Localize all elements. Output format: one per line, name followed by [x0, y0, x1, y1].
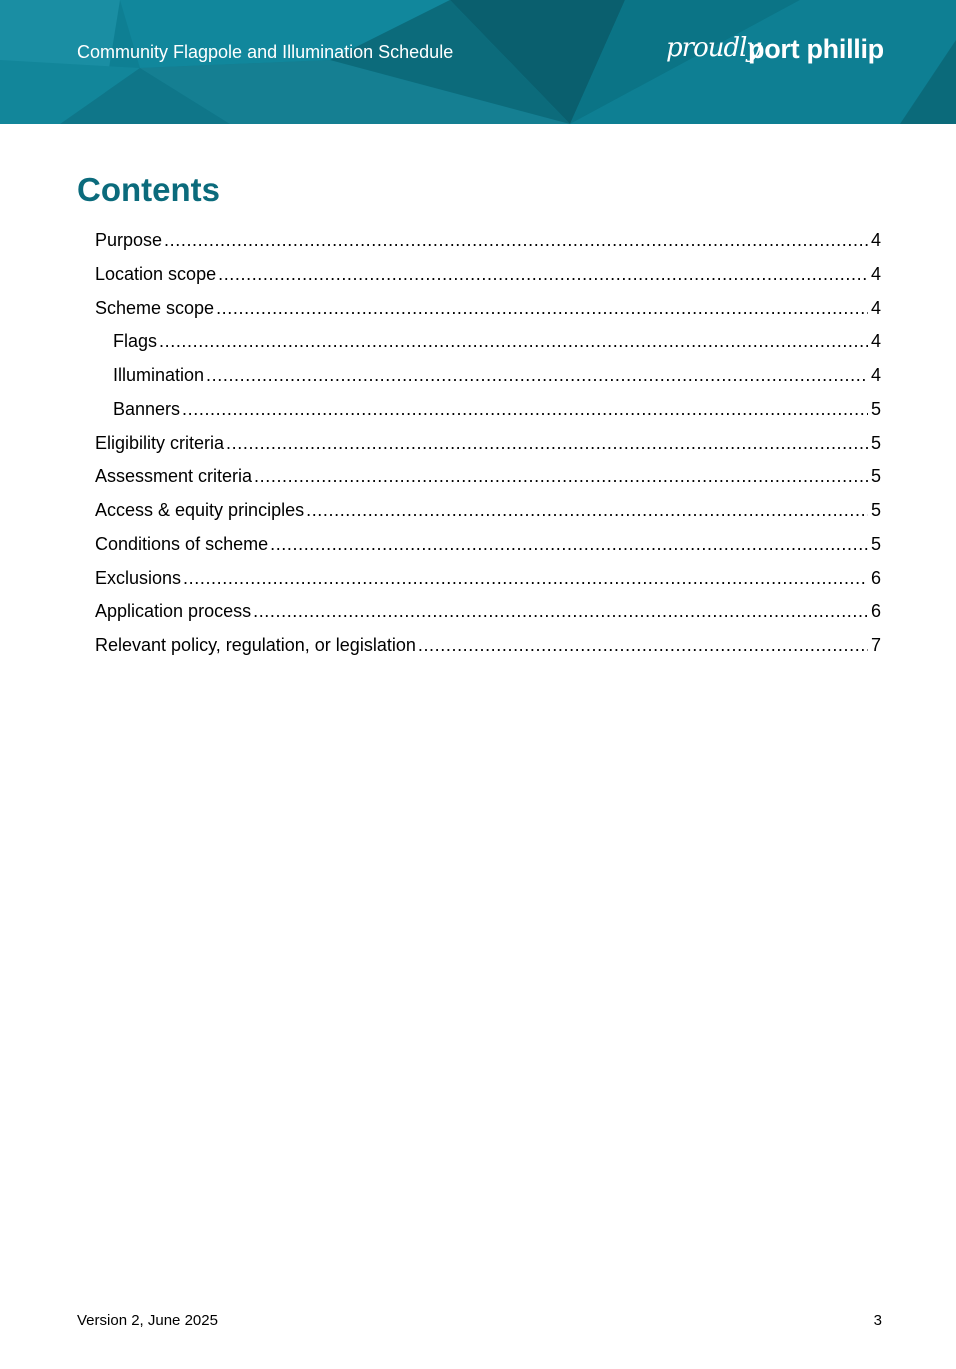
toc-entry-text: Banners [113, 398, 181, 419]
toc-entry-text: Exclusions [95, 567, 182, 588]
toc-entry-purpose[interactable] [95, 229, 881, 263]
toc-entry-access-equity-principles[interactable] [95, 499, 881, 533]
toc-entry-text: Access & equity principles [95, 500, 305, 520]
toc-page-number: 6 [870, 567, 881, 588]
toc-entry-relevant-policy[interactable] [95, 634, 881, 668]
toc-entry-location-scope[interactable] [95, 263, 881, 297]
logo-bold-text: port phillip [748, 34, 884, 64]
footer-version: Version 2, June 2025 [77, 1312, 218, 1329]
toc-page-number: 4 [870, 331, 881, 352]
toc-entry-text: Application process [95, 601, 252, 622]
toc-entry-text: Conditions of scheme [95, 533, 269, 554]
toc-page-number: 4 [870, 230, 881, 250]
toc-entry-flags[interactable] [95, 330, 881, 364]
toc-dot-leader [182, 398, 868, 420]
table-of-contents [95, 229, 881, 668]
toc-dot-leader [226, 432, 868, 454]
toc-dot-leader [254, 465, 868, 487]
toc-entry-text: Relevant policy, regulation, or legislation [95, 635, 416, 655]
document-title: Community Flagpole and Illumination Schedule [77, 42, 454, 62]
toc-dot-leader [253, 600, 868, 622]
toc-dot-leader [183, 567, 868, 589]
toc-page-number: 7 [870, 635, 881, 655]
toc-entry-assessment-criteria[interactable] [95, 465, 881, 499]
toc-dot-leader [164, 229, 868, 251]
toc-page-number: 5 [870, 500, 881, 520]
header-banner [0, 0, 956, 124]
toc-page-number: 6 [870, 601, 881, 622]
toc-entry-text: Eligibility criteria [95, 432, 225, 453]
toc-page-number: 5 [870, 533, 881, 554]
toc-entry-text: Scheme scope [95, 297, 215, 318]
toc-page-number: 4 [870, 263, 881, 284]
toc-entry-exclusions[interactable] [95, 567, 881, 601]
toc-entry-text: Flags [113, 331, 158, 352]
toc-dot-leader [159, 330, 868, 352]
toc-entry-scheme-scope[interactable] [95, 297, 881, 331]
contents-heading: Contents [77, 171, 220, 208]
toc-entry-conditions-of-scheme[interactable] [95, 533, 881, 567]
logo-script-text: proudly [666, 33, 761, 63]
toc-page-number: 4 [870, 365, 881, 385]
toc-page-number: 5 [870, 466, 881, 487]
toc-entry-text: Purpose [95, 230, 163, 250]
footer-page-number: 3 [873, 1312, 882, 1329]
toc-page-number: 5 [870, 432, 881, 453]
toc-entry-text: Location scope [95, 263, 217, 284]
toc-page-number: 4 [870, 297, 881, 318]
toc-dot-leader [418, 634, 868, 656]
toc-page-number: 5 [870, 398, 881, 419]
toc-dot-leader [218, 263, 868, 285]
toc-dot-leader [216, 297, 868, 319]
toc-entry-text: Illumination [113, 365, 205, 385]
toc-entry-illumination[interactable] [95, 364, 881, 398]
toc-entry-text: Assessment criteria [95, 466, 253, 487]
toc-dot-leader [206, 364, 868, 386]
toc-entry-eligibility-criteria[interactable] [95, 432, 881, 466]
toc-entry-banners[interactable] [95, 398, 881, 432]
toc-dot-leader [270, 533, 868, 555]
toc-dot-leader [306, 499, 868, 521]
toc-entry-application-process[interactable] [95, 600, 881, 634]
